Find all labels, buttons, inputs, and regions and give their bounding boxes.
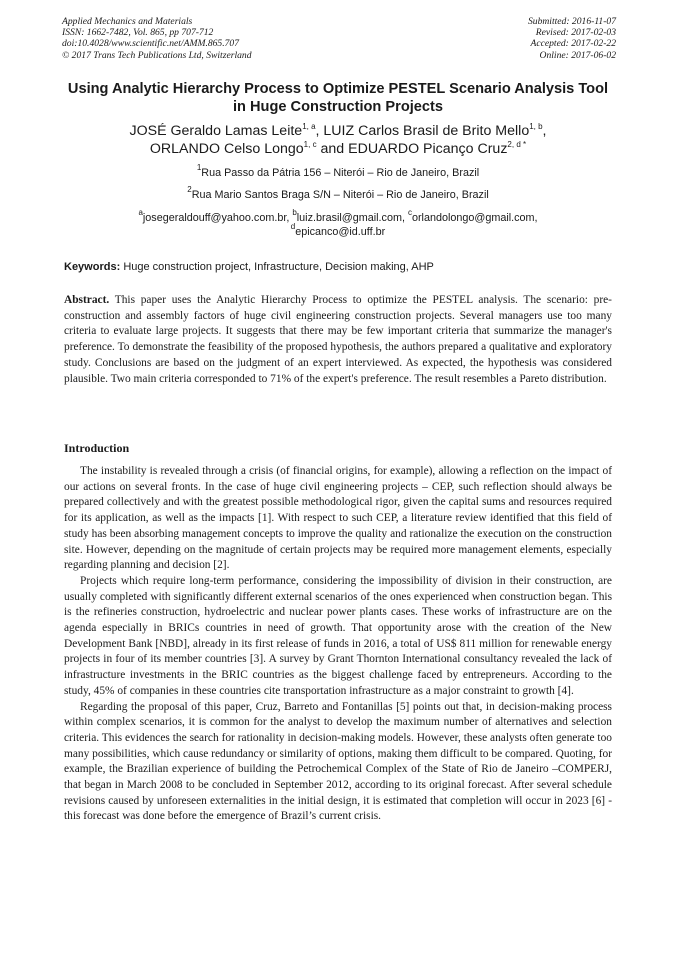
paragraph: Projects which require long-term performance, considering the impossibility of division in their construction, are usually completed with significantly different external scenarios of the ones experienced when construction began. This is the refineries construction, hydroelectric and nuclear power plants cases. These works of infrastructure are on the agenda especially in BRICs countries in need of growth. That opportunity arose with the creation of the New Development Bank [NBD], already in its first release of funds in 2016, a total of US$ 811 million for renewable energy projects in four of its member countries [3]. A survey by Grant Thornton International consultancy revealed the lack of infrastructure investments in the BRIC countries as the biggest challenge faced by entrepreneurs. According to the study, 45% of companies in these countries cite transportation infrastructure as a major constraint to growth [4]. — [64, 574, 612, 697]
author-name: LUIZ Carlos Brasil de Brito Mello — [323, 123, 530, 139]
affiliation-2 — [62, 185, 614, 201]
affiliation-1 — [62, 163, 614, 179]
issn-line: ISSN: 1662-7482, Vol. 865, pp 707-712 — [62, 27, 214, 39]
online-date: Online: 2017-06-02 — [539, 49, 616, 61]
affiliation-marker: 2 — [187, 185, 192, 194]
email-marker: d — [290, 222, 296, 231]
author-affiliation-marker: 1, a — [302, 122, 316, 131]
author-connector: and — [320, 140, 345, 157]
author-emails — [62, 208, 614, 239]
email-address: josegeraldouff@yahoo.com.br, — [142, 212, 290, 224]
email-address: orlandolongo@gmail.com, — [411, 212, 538, 224]
author-name: JOSÉ Geraldo Lamas Leite — [129, 123, 303, 139]
author-affiliation-marker: 1, b — [529, 122, 543, 131]
keywords — [64, 261, 614, 273]
introduction-body — [64, 464, 612, 825]
affiliation-marker: 1 — [196, 163, 202, 172]
affiliation-text: Rua Mario Santos Braga S/N – Niterói – Rio de Janeiro, Brazil — [191, 189, 489, 201]
paper-title: Using Analytic Hierarchy Process to Optimize PESTEL Scenario Analysis Tool in Huge Construction Projects — [67, 81, 609, 116]
email-marker: b — [292, 208, 297, 217]
keywords-text: Huge construction project, Infrastructure, Decision making, AHP — [123, 261, 434, 273]
abstract-text: This paper uses the Analytic Hierarchy Process to optimize the PESTEL analysis. The scenario: pre-construction and assembly factors of huge civil engineering construction projects. Several managers use too many criteria to evaluate large projects. It suggests that there may be few important criteria that summarize the manager's preference. To demonstrate the feasibility of the proposed hypothesis, the authors prepared a qualitative and exploratory study. Conclusions are based on the judgment of an expert interviewed. As expected, the hypothesis was considered plausible. Two main criteria corresponded to 71% of the expert's preference. The result resembles a Pareto distribution. — [64, 294, 612, 385]
email-address: luiz.brasil@gmail.com, — [296, 212, 405, 224]
paragraph: Regarding the proposal of this paper, Cruz, Barreto and Fontanillas [5] points out that, in decision-making process within complex scenarios, it is common for the analyst to develop the maximum number of alternatives and selection criteria. This evidences the search for rationality in decision-making models. However, these analysts often generate too many possibilities, which cause redundancy or similarity of options, making them difficult to be compared. Quoting, for example, the Brazilian experience of building the Petrochemical Complex of the State of Rio de Janeiro –COMPERJ, that began in March 2008 to be concluded in September 2012, according to its original forecast. After several schedule revisions caused by unforeseen externalities in the initial design, it is estimated that completion will occur in 2023 [6] - this forecast was done before the emergence of Brazil’s current crisis. — [64, 700, 612, 823]
keywords-label: Keywords: — [64, 261, 121, 273]
abstract — [64, 293, 612, 387]
section-heading-introduction: Introduction — [64, 441, 130, 455]
publication-dates — [528, 16, 616, 61]
doi-line: doi:10.4028/www.scientific.net/AMM.865.707 — [62, 38, 240, 50]
author-name: ORLANDO Celso Longo — [149, 140, 304, 157]
journal-name: Applied Mechanics and Materials — [62, 16, 193, 27]
accepted-date: Accepted: 2017-02-22 — [530, 38, 616, 50]
abstract-label: Abstract. — [64, 294, 110, 306]
copyright-line: © 2017 Trans Tech Publications Ltd, Switzerland — [62, 49, 252, 61]
affiliation-text: Rua Passo da Pátria 156 – Niterói – Rio de Janeiro, Brazil — [201, 167, 480, 179]
revised-date: Revised: 2017-02-03 — [535, 27, 616, 39]
paragraph: The instability is revealed through a crisis (of financial origins, for example), allowing a reflection on the impact of our actions on several fronts. In the case of huge civil engineering projects – CEP, such reflection should always be prepared collectively and with the greatest possible methodological rigor, given the capital sums and resources required for its application, as well as the impacts [1]. With respect to such CEP, a literature review identified that this field of study has been absorbing management concepts to improve the quality and rationalize the execution on the construction site. However, depending on the magnitude of certain projects may be required more management elements, especially regarding planning and decision [2]. — [64, 465, 612, 572]
email-marker: a — [138, 208, 143, 217]
author-affiliation-marker: 1, c — [303, 139, 317, 149]
submitted-date: Submitted: 2016-11-07 — [527, 16, 616, 27]
email-marker: c — [407, 208, 412, 217]
author-name: EDUARDO Picanço Cruz — [348, 140, 508, 157]
email-address: epicanco@id.uff.br — [295, 226, 386, 238]
journal-info — [62, 16, 252, 61]
author-affiliation-marker: 2, d * — [507, 139, 527, 149]
author-list: JOSÉ Geraldo Lamas Leite$^{1, a}$, LUIZ Carlos Brasil de Brito Mello$^{1, b}$, ORLANDO Celso Longo$^{1, c}$ and EDUARDO Picanço Cruz$^{2, d *}$ — [129, 122, 547, 157]
